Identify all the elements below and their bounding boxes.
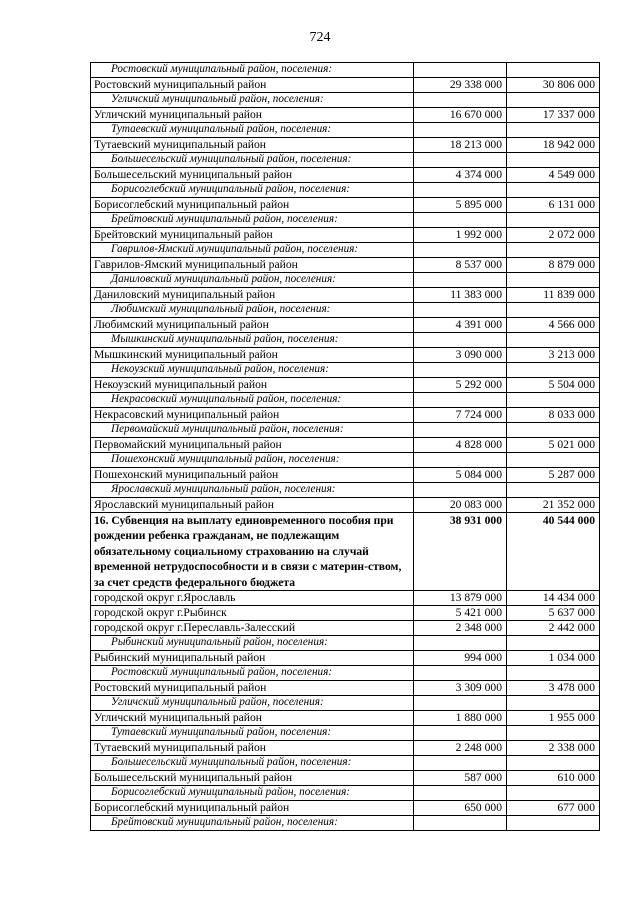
subheader-row [91,123,600,138]
table-row [91,438,600,453]
value-2019-cell [414,363,507,378]
table-row [91,198,600,213]
value-2020-cell: 610 000 [507,771,600,786]
value-2019-cell [414,123,507,138]
value-2019-cell [414,786,507,801]
value-2020-cell: 1 034 000 [507,651,600,666]
subheader-row [91,303,600,318]
row-name-cell: Некоузский муниципальный район [91,378,414,393]
value-2019-cell [414,423,507,438]
value-2020-cell [507,333,600,348]
value-2019-cell: 5 421 000 [414,606,507,621]
row-name-cell: Большесельский муниципальный район, поселения: [91,153,414,168]
value-2020-cell [507,363,600,378]
value-2020-cell: 17 337 000 [507,108,600,123]
value-2019-cell [414,696,507,711]
subheader-row [91,183,600,198]
table-row [91,651,600,666]
row-name-cell: Тутаевский муниципальный район [91,741,414,756]
subheader-row [91,453,600,468]
value-2020-cell: 11 839 000 [507,288,600,303]
value-2019-cell [414,453,507,468]
subheader-row [91,483,600,498]
value-2020-cell: 14 434 000 [507,591,600,606]
value-2019-cell: 1 880 000 [414,711,507,726]
value-2020-cell [507,786,600,801]
row-name-cell: Ярославский муниципальный район [91,498,414,513]
value-2020-cell [507,303,600,318]
table-row [91,498,600,513]
table-row [91,741,600,756]
row-name-cell: Ростовский муниципальный район, поселения: [91,63,414,78]
value-2019-cell: 38 931 000 [414,513,507,591]
subheader-row [91,273,600,288]
value-2019-cell: 16 670 000 [414,108,507,123]
table-row [91,168,600,183]
subheader-row [91,726,600,741]
value-2019-cell: 5 292 000 [414,378,507,393]
value-2019-cell [414,483,507,498]
value-2019-cell [414,393,507,408]
row-name-cell: Мышкинский муниципальный район [91,348,414,363]
row-name-cell: Рыбинский муниципальный район, поселения: [91,636,414,651]
value-2020-cell: 5 287 000 [507,468,600,483]
row-name-cell: Некоузский муниципальный район, поселения: [91,363,414,378]
value-2020-cell [507,756,600,771]
subheader-row [91,696,600,711]
value-2019-cell: 994 000 [414,651,507,666]
row-name-cell: Борисоглебский муниципальный район, поселения: [91,183,414,198]
value-2019-cell: 8 537 000 [414,258,507,273]
subheader-row [91,213,600,228]
value-2019-cell [414,243,507,258]
subheader-row [91,786,600,801]
row-name-cell: Любимский муниципальный район, поселения: [91,303,414,318]
table-row [91,621,600,636]
row-name-cell: Брейтовский муниципальный район, поселения: [91,213,414,228]
value-2019-cell: 29 338 000 [414,78,507,93]
value-2020-cell: 8 033 000 [507,408,600,423]
subheader-row [91,363,600,378]
value-2019-cell [414,666,507,681]
row-name-cell: Гаврилов-Ямский муниципальный район [91,258,414,273]
row-name-cell: Первомайский муниципальный район, поселения: [91,423,414,438]
value-2020-cell [507,453,600,468]
row-name-cell: Мышкинский муниципальный район, поселения: [91,333,414,348]
subheader-row [91,756,600,771]
row-name-cell: Брейтовский муниципальный район, поселения: [91,816,414,831]
row-name-cell: Борисоглебский муниципальный район, поселения: [91,786,414,801]
row-name-cell: Угличский муниципальный район, поселения: [91,93,414,108]
row-name-cell: Первомайский муниципальный район [91,438,414,453]
value-2019-cell: 4 374 000 [414,168,507,183]
row-name-cell: Даниловский муниципальный район [91,288,414,303]
value-2020-cell: 4 549 000 [507,168,600,183]
row-name-cell: Некрасовский муниципальный район [91,408,414,423]
value-2019-cell: 4 391 000 [414,318,507,333]
page-number: 724 [309,30,331,45]
subheader-row [91,666,600,681]
value-2020-cell: 677 000 [507,801,600,816]
value-2019-cell: 3 090 000 [414,348,507,363]
row-name-cell: Ростовский муниципальный район, поселения: [91,666,414,681]
value-2020-cell: 4 566 000 [507,318,600,333]
value-2020-cell [507,273,600,288]
value-2020-cell: 2 072 000 [507,228,600,243]
value-2019-cell: 13 879 000 [414,591,507,606]
value-2020-cell [507,483,600,498]
value-2020-cell [507,213,600,228]
row-name-cell: Любимский муниципальный район [91,318,414,333]
row-name-cell: городской округ г.Переславль-Залесский [91,621,414,636]
value-2020-cell: 5 504 000 [507,378,600,393]
row-name-cell: Тутаевский муниципальный район, поселения: [91,123,414,138]
value-2019-cell [414,213,507,228]
value-2020-cell: 5 021 000 [507,438,600,453]
row-name-cell: Большесельский муниципальный район [91,771,414,786]
row-name-cell: Гаврилов-Ямский муниципальный район, поселения: [91,243,414,258]
row-name-cell: Большесельский муниципальный район [91,168,414,183]
subheader-row [91,393,600,408]
table-row [91,348,600,363]
value-2020-cell: 2 338 000 [507,741,600,756]
table-row [91,801,600,816]
row-name-cell: Угличский муниципальный район, поселения: [91,696,414,711]
section-header-row [91,513,600,591]
value-2019-cell [414,93,507,108]
budget-table [90,62,600,831]
value-2020-cell [507,93,600,108]
table-row [91,108,600,123]
subheader-row [91,816,600,831]
value-2019-cell: 1 992 000 [414,228,507,243]
row-name-cell: Пошехонский муниципальный район [91,468,414,483]
subheader-row [91,153,600,168]
row-name-cell: Некрасовский муниципальный район, поселения: [91,393,414,408]
table-row [91,681,600,696]
value-2019-cell: 2 248 000 [414,741,507,756]
value-2020-cell: 6 131 000 [507,198,600,213]
subheader-row [91,423,600,438]
value-2020-cell: 3 478 000 [507,681,600,696]
table-row [91,288,600,303]
value-2019-cell [414,63,507,78]
row-name-cell: Тутаевский муниципальный район, поселения: [91,726,414,741]
value-2020-cell: 21 352 000 [507,498,600,513]
subheader-row [91,243,600,258]
value-2019-cell: 5 084 000 [414,468,507,483]
value-2019-cell: 7 724 000 [414,408,507,423]
table-row [91,228,600,243]
value-2019-cell [414,726,507,741]
value-2019-cell: 11 383 000 [414,288,507,303]
row-name-cell: Тутаевский муниципальный район [91,138,414,153]
value-2020-cell: 40 544 000 [507,513,600,591]
value-2020-cell [507,243,600,258]
table-row [91,591,600,606]
table-row [91,78,600,93]
value-2019-cell [414,183,507,198]
row-name-cell: Брейтовский муниципальный район [91,228,414,243]
value-2020-cell: 3 213 000 [507,348,600,363]
value-2019-cell [414,153,507,168]
value-2020-cell [507,696,600,711]
table-row [91,318,600,333]
budget-table-body [91,63,600,831]
row-name-cell: Рыбинский муниципальный район [91,651,414,666]
table-row [91,771,600,786]
value-2019-cell: 587 000 [414,771,507,786]
table-row [91,606,600,621]
row-name-cell: Ярославский муниципальный район, поселения: [91,483,414,498]
value-2019-cell [414,333,507,348]
value-2020-cell [507,666,600,681]
value-2019-cell [414,816,507,831]
value-2019-cell [414,303,507,318]
value-2020-cell [507,63,600,78]
row-name-cell: городской округ г.Ярославль [91,591,414,606]
value-2019-cell [414,273,507,288]
row-name-cell: Большесельский муниципальный район, поселения: [91,756,414,771]
row-name-cell: Даниловский муниципальный район, поселения: [91,273,414,288]
row-name-cell: Ростовский муниципальный район [91,681,414,696]
value-2019-cell: 3 309 000 [414,681,507,696]
row-name-cell: Пошехонский муниципальный район, поселения: [91,453,414,468]
value-2020-cell [507,726,600,741]
value-2020-cell: 1 955 000 [507,711,600,726]
value-2020-cell [507,816,600,831]
value-2020-cell [507,183,600,198]
value-2020-cell [507,153,600,168]
value-2020-cell [507,393,600,408]
value-2019-cell: 18 213 000 [414,138,507,153]
subheader-row [91,333,600,348]
subheader-row [91,636,600,651]
value-2020-cell: 30 806 000 [507,78,600,93]
value-2019-cell: 4 828 000 [414,438,507,453]
table-row [91,408,600,423]
row-name-cell: Борисоглебский муниципальный район [91,198,414,213]
row-name-cell: 16. Субвенция на выплату единовременного пособия при рождении ребенка гражданам, не подлежащим обязательному социальному страхованию на случай временной нетрудоспособности и в связи с материн-ством, за счет средств федерального бюджета [91,513,414,591]
value-2019-cell [414,756,507,771]
value-2020-cell: 8 879 000 [507,258,600,273]
table-row [91,258,600,273]
table-row [91,468,600,483]
value-2020-cell: 5 637 000 [507,606,600,621]
row-name-cell: Угличский муниципальный район [91,108,414,123]
table-row [91,711,600,726]
value-2019-cell: 5 895 000 [414,198,507,213]
value-2020-cell [507,636,600,651]
row-name-cell: Ростовский муниципальный район [91,78,414,93]
value-2020-cell [507,123,600,138]
value-2020-cell: 18 942 000 [507,138,600,153]
subheader-row [91,93,600,108]
row-name-cell: Борисоглебский муниципальный район [91,801,414,816]
value-2019-cell: 650 000 [414,801,507,816]
subheader-row [91,63,600,78]
value-2019-cell: 2 348 000 [414,621,507,636]
row-name-cell: городской округ г.Рыбинск [91,606,414,621]
value-2019-cell [414,636,507,651]
value-2020-cell [507,423,600,438]
row-name-cell: Угличский муниципальный район [91,711,414,726]
value-2019-cell: 20 083 000 [414,498,507,513]
value-2020-cell: 2 442 000 [507,621,600,636]
table-row [91,378,600,393]
table-row [91,138,600,153]
